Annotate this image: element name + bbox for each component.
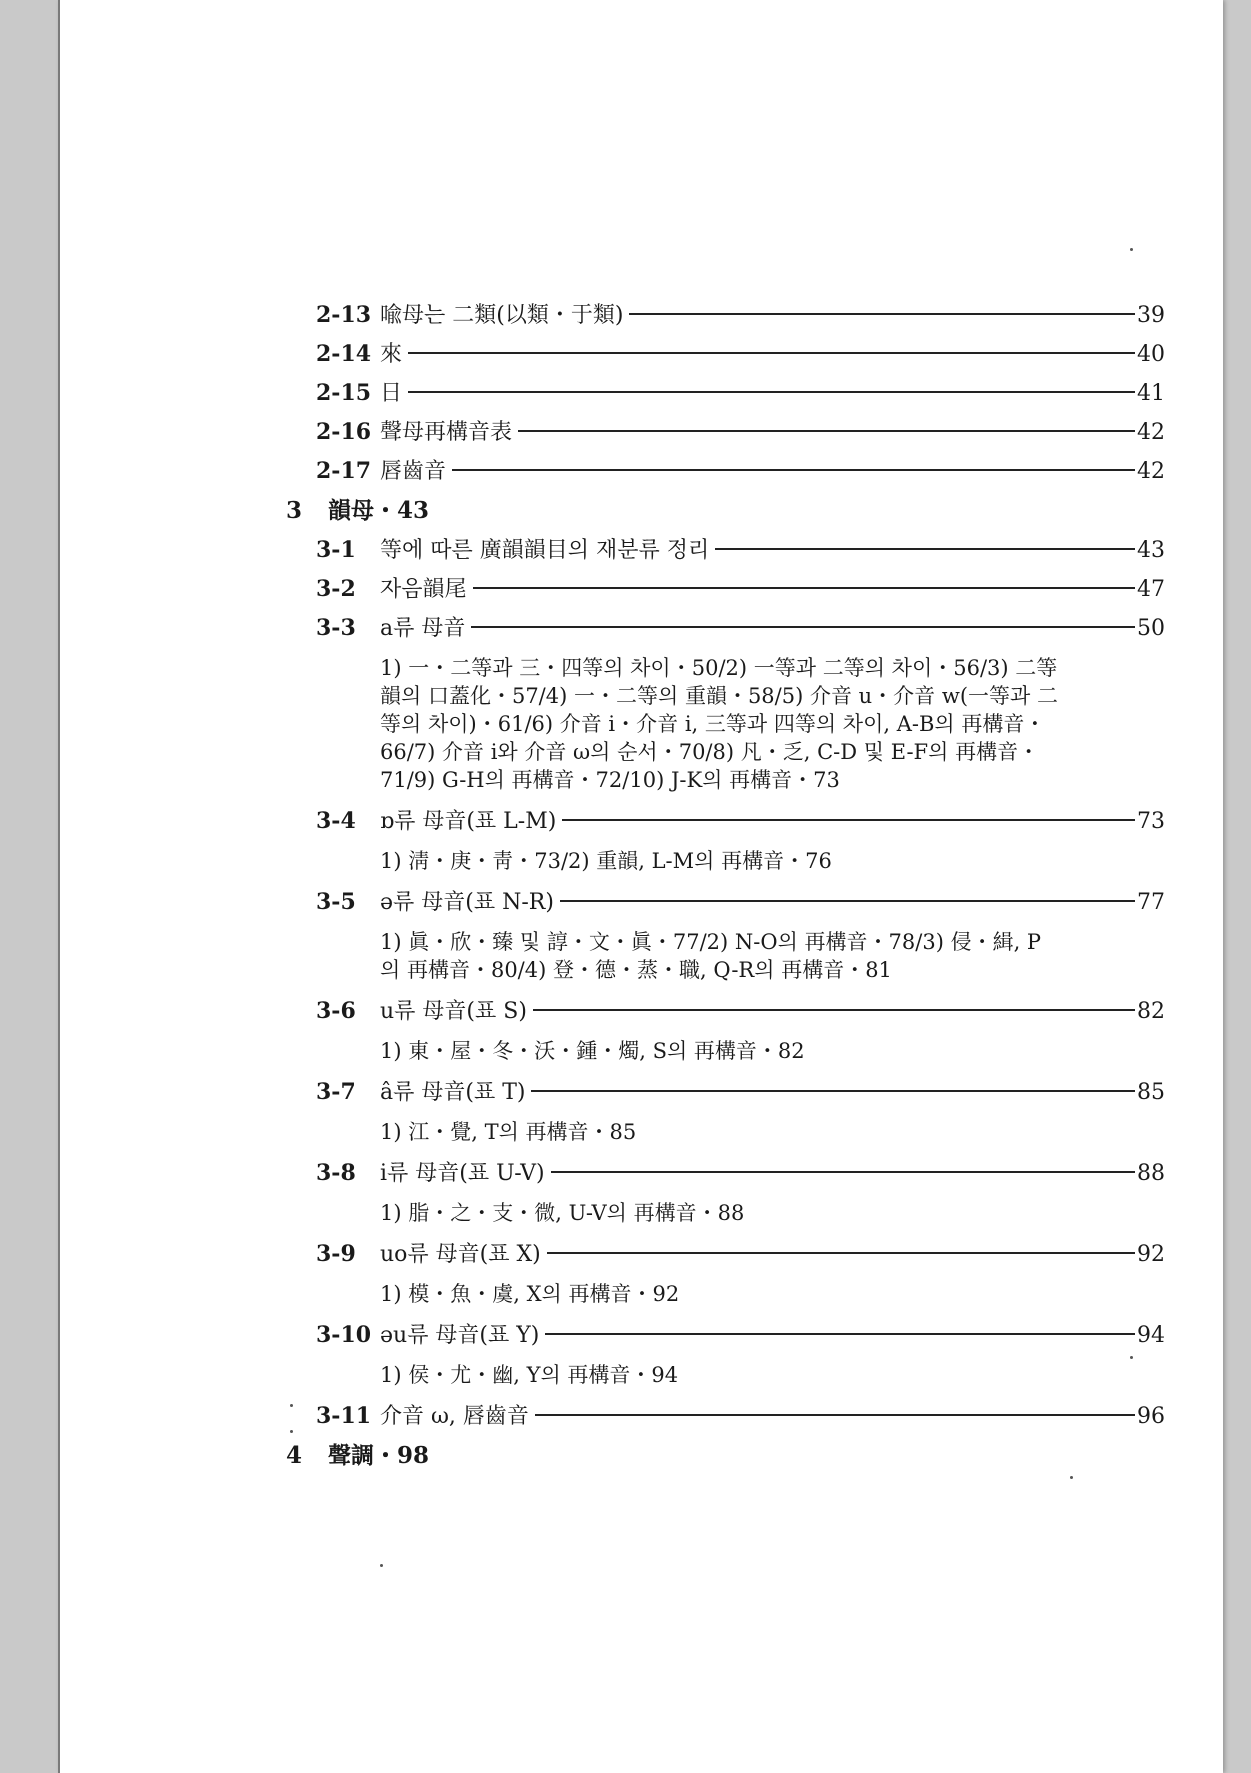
dot-leader [560,900,1135,902]
page-number: 77 [1137,890,1165,915]
section-title: 等에 따른 廣韻韻目의 재분류 정리 [380,538,710,563]
toc-entry [286,296,1165,335]
section-title: 聲母再構音表 [380,420,513,445]
chapter-heading [286,1436,1161,1476]
page-number: 39 [1137,303,1165,328]
book-page [58,0,1223,1773]
page-number: 47 [1137,577,1165,602]
toc-entry [286,452,1165,491]
page-number: 82 [1137,999,1165,1024]
subsection-list: 1) 江・覺, T의 再構音・85 [380,1120,637,1144]
section-number: 2-15 [316,380,372,406]
chapter-title: 韻母・43 [328,497,430,524]
page-number: 94 [1137,1323,1165,1348]
subsection-list: 1) 侯・尤・幽, Y의 再構音・94 [380,1363,679,1387]
page-number: 42 [1137,420,1165,445]
chapter-number: 3 [286,497,303,524]
section-title: â류 母音(표 T) [380,1080,526,1105]
scan-speck [290,1430,293,1433]
scan-speck [1130,248,1133,251]
section-title: a류 母音 [380,616,466,641]
toc-entry [286,531,1165,570]
section-title: 日 [380,381,403,406]
chapter-number: 4 [286,1442,303,1469]
subsection-list: 1) 眞・欣・臻 및 諄・文・眞・77/2) N-O의 再構音・78/3) 侵・緝, P의 再構音・80/4) 登・德・蒸・職, Q-R의 再構音・81 [380,930,1042,982]
section-number: 3-2 [316,576,356,602]
page-number: 40 [1137,342,1165,367]
section-number: 3-3 [316,615,356,641]
section-number: 3-11 [316,1403,372,1429]
section-number: 3-1 [316,537,356,563]
scan-speck [380,1564,383,1567]
dot-leader [545,1333,1135,1335]
page-number: 43 [1137,538,1165,563]
toc-entry [286,883,1165,922]
page-number: 41 [1137,381,1165,406]
scan-speck [290,1404,293,1407]
section-number: 3-4 [316,808,356,834]
dot-leader [551,1171,1135,1173]
page-number: 50 [1137,616,1165,641]
toc-entry [286,335,1165,374]
section-number: 3-10 [316,1322,372,1348]
section-title: 來 [380,342,403,367]
table-of-contents [286,296,1165,1476]
chapter-title: 聲調・98 [328,1442,430,1469]
scan-speck [1070,1476,1073,1479]
toc-entry [286,1397,1165,1436]
page-number: 88 [1137,1161,1165,1186]
section-title: 喩母는 二類(以類・于類) [380,303,624,328]
page-number: 92 [1137,1242,1165,1267]
dot-leader [535,1414,1135,1416]
section-number: 3-6 [316,998,356,1024]
section-title: 介音 ω, 唇齒音 [380,1404,529,1429]
section-title: ɒ류 母音(표 L-M) [380,809,557,834]
dot-leader [562,819,1135,821]
dot-leader [452,469,1135,471]
scan-speck [1130,1356,1133,1359]
page-number: 42 [1137,459,1165,484]
section-number: 2-17 [316,458,372,484]
toc-entry [286,992,1165,1031]
dot-leader [518,430,1135,432]
dot-leader [533,1009,1135,1011]
dot-leader [408,391,1135,393]
dot-leader [473,587,1135,589]
dot-leader [471,626,1135,628]
chapter-heading [286,491,1161,531]
toc-entry [286,1235,1165,1274]
toc-entry [286,413,1165,452]
dot-leader [715,548,1135,550]
toc-entry [286,1073,1165,1112]
page-number: 96 [1137,1404,1165,1429]
toc-entry [286,802,1165,841]
section-number: 3-8 [316,1160,356,1186]
subsection-list: 1) 脂・之・支・微, U-V의 再構音・88 [380,1201,745,1225]
subsection-list: 1) 淸・庚・靑・73/2) 重韻, L-M의 再構音・76 [380,849,832,873]
section-title: 唇齒音 [380,459,447,484]
dot-leader [547,1252,1135,1254]
subsection-list: 1) 模・魚・虞, X의 再構音・92 [380,1282,680,1306]
dot-leader [531,1090,1135,1092]
section-number: 2-16 [316,419,372,445]
dot-leader [408,352,1135,354]
section-number: 3-9 [316,1241,356,1267]
toc-entry [286,609,1165,648]
section-title: i류 母音(표 U-V) [380,1161,545,1186]
section-title: ə류 母音(표 N-R) [380,890,554,915]
section-number: 3-7 [316,1079,356,1105]
toc-entry [286,1154,1165,1193]
subsection-list: 1) 東・屋・冬・沃・鍾・燭, S의 再構音・82 [380,1039,805,1063]
toc-entry [286,570,1165,609]
section-title: 자음韻尾 [380,577,467,602]
section-title: uo류 母音(표 X) [380,1242,541,1267]
section-title: u류 母音(표 S) [380,999,527,1024]
section-number: 2-13 [316,302,372,328]
section-number: 3-5 [316,889,356,915]
section-number: 2-14 [316,341,372,367]
page-number: 85 [1137,1080,1165,1105]
toc-entry [286,1316,1165,1355]
section-title: əu류 母音(표 Y) [380,1323,540,1348]
toc-entry [286,374,1165,413]
subsection-list: 1) 一・二等과 三・四等의 차이・50/2) 一等과 二等의 차이・56/3) 二等韻의 口蓋化・57/4) 一・二等의 重韻・58/5) 介音 u・介音 w(一等과 二等의 차이)・61/6) 介音 i・介音 i, 三等과 四等의 차이, A-B의 再構音・66/7) 介音 i와 介音 ω의 순서・70/8) 凡・乏, C-D 및 E-F의 再構音・71/9) G-H의 再構音・72/10) J-K의 再構音・73 [380,656,1058,792]
page-number: 73 [1137,809,1165,834]
dot-leader [629,313,1135,315]
